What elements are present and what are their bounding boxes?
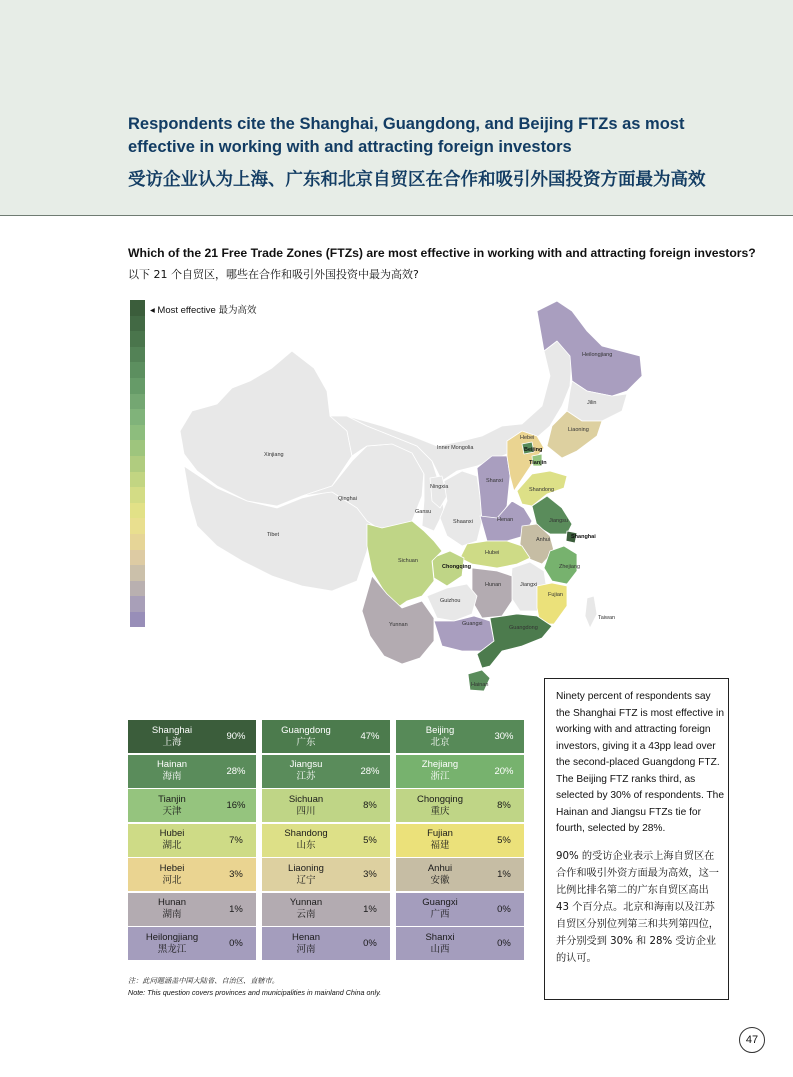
ftz-name-zh: 河南 [296,943,316,955]
ftz-percentage: 7% [229,834,243,846]
ftz-name [396,863,484,887]
ftz-percentage: 0% [497,938,511,949]
question-zh: 以下 21 个自贸区，哪些在合作和吸引外国投资中最为高效? [128,268,419,281]
ftz-name-en: Hunan [158,897,186,908]
scale-swatch [130,378,145,394]
table-cell [128,789,256,822]
callout-text-en: Ninety percent of respondents say the Shanghai FTZ is most effective in working with and attracting foreign investors, giving it a 43pp lead over the second-placed Guangdong FTZ. The Beijing FTZ ranks third, as selected by 30% of respondents. The Hainan and Jiangsu FTZs tie for fourth, selected by 28%. [556,691,725,834]
header-band [0,0,793,216]
ftz-name [262,794,350,818]
scale-swatch [130,581,145,597]
color-scale-legend [130,300,145,627]
scale-swatch [130,300,145,316]
ftz-name [396,725,484,749]
callout-box [544,678,729,1000]
table-column-2 [262,720,390,962]
ftz-name-en: Shanxi [425,931,455,943]
scale-swatch [130,518,145,534]
table-cell [262,858,390,891]
ftz-percentage: 8% [497,800,511,811]
ftz-name-zh: 重庆 [430,805,450,817]
ftz-name [396,897,484,921]
label-guangxi: Guangxi [462,621,483,627]
ftz-name-en: Guangdong [281,724,331,736]
region-hunan [472,568,512,618]
ftz-name [262,725,350,749]
scale-swatch [130,440,145,456]
table-cell [396,755,524,788]
ftz-name [128,897,216,921]
ftz-name [128,725,216,749]
scale-swatch [130,362,145,378]
ftz-name [396,828,484,852]
ftz-percentage: 20% [494,765,514,777]
page-number: 47 [739,1027,765,1053]
ftz-name [128,828,216,852]
scale-swatch [130,347,145,363]
table-cell [128,720,256,753]
ftz-name-zh: 辽宁 [296,874,316,886]
scale-swatch [130,550,145,566]
ftz-percentage: 1% [497,869,511,880]
ftz-name-en: Chongqing [417,793,463,805]
label-tianjin: Tianjin [529,460,547,466]
label-henan: Henan [497,517,514,523]
ftz-name-en: Hubei [159,828,185,839]
label-jiangxi: Jiangxi [520,582,538,588]
ftz-name [128,863,216,887]
ftz-name-zh: 云南 [296,909,316,920]
ftz-name [396,932,484,956]
ftz-name-zh: 广东 [296,736,316,748]
ftz-name-en: Shanghai [151,724,193,736]
label-guizhou: Guizhou [440,598,461,604]
ftz-name [128,932,216,956]
ftz-name-zh: 湖北 [162,840,182,851]
ftz-name-zh: 四川 [296,805,316,817]
ftz-name [128,759,216,783]
label-hainan: Hainan [471,682,489,688]
ftz-name-en: Hebei [159,862,185,874]
label-shanxi: Shanxi [486,478,503,484]
ftz-name-zh: 天津 [162,805,182,817]
page-title-zh: 受访企业认为上海、广东和北京自贸区在合作和吸引外国投资方面最为高效 [128,170,706,190]
scale-label: ◂ Most effective 最为高效 [150,305,257,316]
ftz-name-zh: 海南 [162,771,182,782]
scale-swatch [130,503,145,519]
label-jiangsu: Jiangsu [549,518,568,524]
ftz-percentage: 1% [363,903,377,915]
ftz-name-zh: 湖南 [162,909,182,920]
ftz-name-en: Zhejiang [421,759,459,770]
ftz-percentage: 5% [363,834,377,846]
label-qinghai: Qinghai [338,496,357,502]
ftz-percentage: 0% [229,938,243,949]
scale-swatch [130,409,145,425]
label-hebei: Hebei [520,435,535,441]
label-fujian: Fujian [548,592,563,598]
ftz-percentage: 3% [229,869,243,880]
ftz-percentage: 0% [497,903,511,915]
ftz-percentage: 3% [363,869,377,880]
ftz-name-en: Anhui [427,862,453,874]
label-hubei: Hubei [485,550,500,556]
ftz-name-zh: 山东 [296,840,316,851]
scale-swatch [130,472,145,488]
china-ftz-map [172,296,616,696]
label-hunan: Hunan [485,582,502,588]
ftz-name-zh: 上海 [162,736,182,748]
table-cell [128,824,256,857]
ftz-name-en: Yunnan [289,897,323,908]
table-cell [262,755,390,788]
ftz-name-zh: 山西 [430,943,450,955]
table-cell [396,858,524,891]
region-fujian [537,583,567,624]
label-jilin: Jilin [587,400,597,406]
question-en: Which of the 21 Free Trade Zones (FTZs) are most effective in working with and attracting foreign investors? [128,246,756,260]
scale-swatch [130,425,145,441]
label-inner-mongolia: Inner Mongolia [437,445,474,451]
scale-swatch [130,394,145,410]
table-cell [262,789,390,822]
ftz-name-en: Heilongjiang [145,931,199,943]
label-gansu: Gansu [415,509,432,515]
ftz-name-en: Sichuan [288,793,324,805]
table-cell [262,893,390,926]
ftz-ranking-table [128,720,524,962]
table-cell [396,893,524,926]
footnote [128,975,381,999]
label-zhejiang: Zhejiang [559,564,581,570]
ftz-name-zh: 黑龙江 [157,943,187,955]
callout-text-zh: 90% 的受访企业表示上海自贸区在合作和吸引外资方面最为高效，这一比例比排名第二的广东自贸区高出 43 个百分点。北京和海南以及江苏自贸区分别位列第三和共列第四位，并分别受到 30% 和 28% 受访企业的认可。 [556,850,719,964]
table-column-1 [128,720,256,962]
page-title-en: Respondents cite the Shanghai, Guangdong, and Beijing FTZs as most effective in working with and attracting foreign investors [128,115,685,156]
scale-swatch [130,596,145,612]
label-liaoning: Liaoning [568,427,589,433]
ftz-name [396,794,484,818]
table-cell [128,927,256,960]
label-taiwan: Taiwan [598,615,616,621]
ftz-percentage: 47% [360,731,380,742]
ftz-name-en: Guangxi [422,897,458,908]
scale-swatch [130,487,145,503]
label-yunnan: Yunnan [389,622,408,628]
table-cell [396,789,524,822]
table-cell [396,720,524,753]
ftz-percentage: 8% [363,800,377,811]
ftz-name-en: Shandong [284,828,328,839]
table-cell [262,927,390,960]
ftz-name-zh: 广西 [430,909,450,920]
table-cell [128,755,256,788]
table-cell [396,824,524,857]
ftz-percentage: 30% [494,731,514,742]
table-cell [128,858,256,891]
ftz-name-en: Henan [292,931,320,943]
ftz-name-en: Fujian [427,828,453,839]
ftz-name-en: Hainan [156,759,188,770]
ftz-percentage: 1% [229,903,243,915]
ftz-name-zh: 北京 [430,736,450,748]
scale-swatch [130,331,145,347]
label-beijing: Beijing [524,447,543,453]
ftz-name-en: Tianjin [158,793,186,805]
ftz-name [262,932,350,956]
ftz-name-zh: 安徽 [430,874,450,886]
label-shanghai: Shanghai [571,534,596,540]
ftz-percentage: 90% [226,731,246,742]
ftz-name [128,794,216,818]
table-cell [262,824,390,857]
ftz-name [262,897,350,921]
label-heilongjiang: Heilongjiang [582,352,613,358]
table-cell [128,893,256,926]
ftz-percentage: 28% [226,765,246,777]
ftz-percentage: 28% [360,765,380,777]
label-shaanxi: Shaanxi [453,519,473,525]
ftz-percentage: 0% [363,938,377,949]
ftz-name-en: Jiangsu [289,759,323,770]
ftz-name-zh: 河北 [162,874,182,886]
ftz-name-en: Beijing [425,724,455,736]
footnote-en: Note: This question covers provinces and municipalities in mainland China only. [128,988,382,997]
ftz-percentage: 5% [497,834,511,846]
ftz-percentage: 16% [226,800,246,811]
table-cell [396,927,524,960]
table-column-3 [396,720,524,962]
region-taiwan [585,596,597,628]
ftz-name-zh: 江苏 [296,771,316,782]
label-shandong: Shandong [529,487,555,493]
region-shaanxi [440,471,482,546]
ftz-name [262,828,350,852]
scale-swatch [130,456,145,472]
footnote-zh: 注：此问题涵盖中国大陆省、自治区、直辖市。 [128,976,279,985]
ftz-name-zh: 福建 [430,840,450,851]
ftz-name [396,759,484,783]
table-cell [262,720,390,753]
label-ningxia: Ningxia [430,484,449,490]
label-guangdong: Guangdong [509,625,538,631]
scale-swatch [130,534,145,550]
scale-swatch [130,565,145,581]
label-xinjiang: Xinjiang [264,452,284,458]
ftz-name-zh: 浙江 [430,771,450,782]
ftz-name [262,759,350,783]
scale-swatch [130,612,145,628]
label-anhui: Anhui [536,537,551,543]
scale-swatch [130,316,145,332]
ftz-name [262,863,350,887]
ftz-name-en: Liaoning [288,862,324,874]
label-tibet: Tibet [267,532,280,538]
label-chongqing: Chongqing [442,564,472,570]
label-sichuan: Sichuan [398,558,418,564]
